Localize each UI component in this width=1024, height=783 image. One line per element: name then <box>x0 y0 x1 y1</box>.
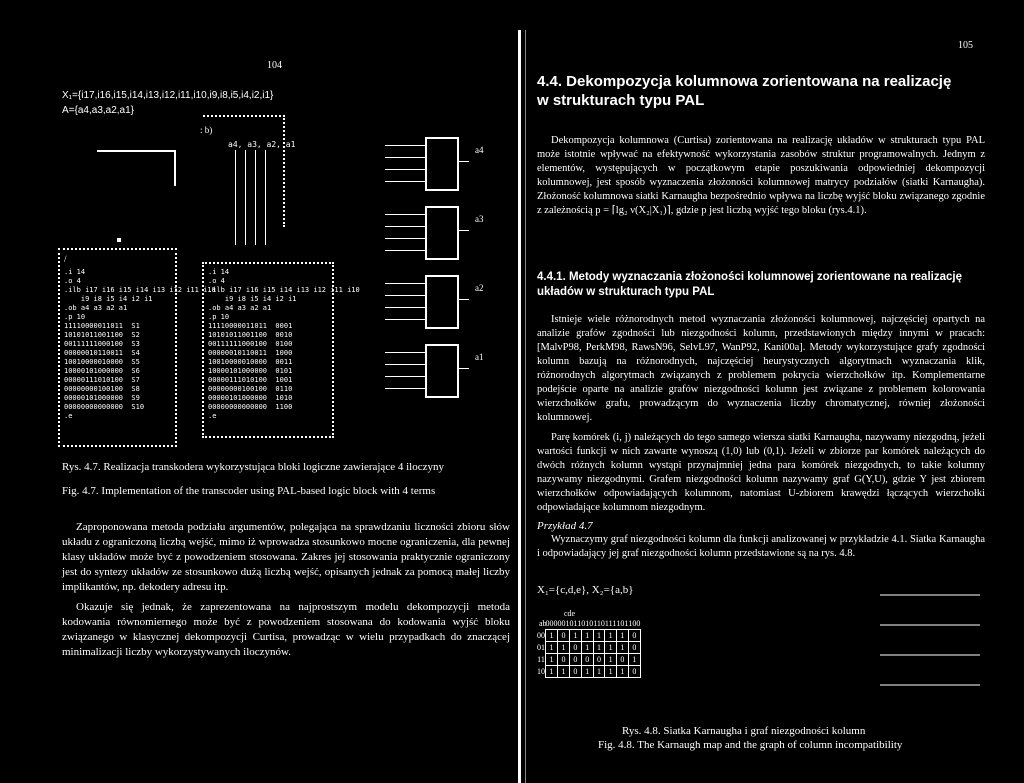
pla-line: i9 i8 i5 i4 i2 i1 <box>64 295 153 303</box>
line-b <box>245 150 246 245</box>
pla-line: 10010000010000 S5 <box>64 358 140 366</box>
page-number-left: 104 <box>267 60 282 71</box>
kmap-row-header: 11 <box>537 655 545 664</box>
kmap-col-header: 101 <box>616 619 629 628</box>
pla-line: 10000101000000 0101 <box>208 367 293 375</box>
pla-line: 00000000000000 1100 <box>208 403 293 411</box>
pla-line: 00000000000000 S10 <box>64 403 145 411</box>
input-line-vertical <box>174 150 176 186</box>
pla-line: 00000000100100 S8 <box>64 385 140 393</box>
page-number-right: 105 <box>958 40 973 51</box>
pla-line: .e <box>64 412 73 420</box>
lead <box>385 181 425 182</box>
lead <box>385 157 425 158</box>
pla-line: 00000111010100 S7 <box>64 376 140 384</box>
pla-line: 00000000100100 0110 <box>208 385 293 393</box>
block-label-a4: a4 <box>475 145 484 155</box>
kmap-cell: 1 <box>616 630 628 642</box>
kmap-cell: 0 <box>570 666 582 678</box>
lead <box>385 169 425 170</box>
kmap-col-header: 000 <box>545 619 558 628</box>
pla-line: 00000101000000 1010 <box>208 394 293 402</box>
kmap-cell: 1 <box>581 630 593 642</box>
pla-line: .ob a4 a3 a2 a1 <box>208 304 272 312</box>
intro-paragraph: Dekompozycja kolumnowa (Curtisa) zorientowana na realizację układów w strukturach typu PAL może istotnie wpływać na efektywność wykorzystania zasobów struktur programowalnych. Jednym z elementów, występujących w początkowym etapie poszukiwania odpowiedniej dekompozycji kolumnowej, jest sposób wyznaczenia złożoności kolumnowej matrycy podziałów (siatki Karnaugha). Złożoność kolumnowa siatki Karnaugha bezpośrednio wpływa na liczbę wyjść bloku związanego zgodnie z zależnością p = ⌈lg₂ ν(X₂|X₁)⌉, gdzie p jest liczbą wyjść tego bloku (rys.4.1). <box>537 135 985 216</box>
pla-line: 00000010110011 S4 <box>64 349 140 357</box>
dot-marker <box>117 238 121 242</box>
kmap-col-header: 001 <box>557 619 570 628</box>
pla-line: 10101011001100 S2 <box>64 331 140 339</box>
kmap-cell: 0 <box>628 666 640 678</box>
kmap-cell: 0 <box>558 630 570 642</box>
block-label-a3: a3 <box>475 214 484 224</box>
kmap-col-header: 011 <box>569 619 582 628</box>
kmap-row-header: 01 <box>537 643 545 652</box>
pla-line: .o 4 <box>64 277 81 285</box>
kmap-cell: 0 <box>570 654 582 666</box>
pla-left-text <box>64 268 216 421</box>
kmap-col-var: cde <box>564 609 576 618</box>
label-b: : b) <box>200 125 213 135</box>
pal-block-a4 <box>425 137 459 191</box>
kmap-col-header: 110 <box>593 619 605 628</box>
lead <box>385 250 425 251</box>
kmap-cell: 1 <box>546 630 558 642</box>
pla-line: .i 14 <box>64 268 86 276</box>
output-frame-top <box>203 115 285 227</box>
kmap-cell: 1 <box>593 630 605 642</box>
pla-line: .ilb i17 i16 i15 i14 i13 i12 i11 i10 <box>208 286 360 294</box>
figure-caption-en-right: Fig. 4.8. The Karnaugh map and the graph of column incompatibility <box>598 739 903 751</box>
example-title: Przykład 4.7 <box>537 520 593 532</box>
section-heading: 4.4. Dekompozycja kolumnowa zorientowana na realizację w strukturach typu PAL <box>537 73 952 109</box>
kmap-cell: 1 <box>605 666 616 678</box>
kmap-row-var: ab <box>539 619 547 628</box>
lead <box>385 319 425 320</box>
pla-line: .ob a4 a3 a2 a1 <box>64 304 128 312</box>
pla-line: 10101011001100 0010 <box>208 331 293 339</box>
pla-line: 00000101000000 S9 <box>64 394 140 402</box>
kmap-cell: 1 <box>581 642 593 654</box>
pal-block-group <box>340 130 490 390</box>
lead <box>385 145 425 146</box>
kmap-cell: 0 <box>628 630 640 642</box>
pla-line: .p 10 <box>208 313 230 321</box>
pla-line: 11110000011011 S1 <box>64 322 140 330</box>
kmap-cell: 1 <box>558 666 570 678</box>
kmap-cell: 1 <box>546 654 558 666</box>
kmap-cell: 1 <box>616 642 628 654</box>
lead <box>385 238 425 239</box>
kmap-cell: 1 <box>546 666 558 678</box>
kmap-cell: 0 <box>581 654 593 666</box>
lead <box>385 364 425 365</box>
kmap-col-header: 111 <box>604 619 617 628</box>
kmap-cell: 1 <box>558 642 570 654</box>
pla-line: .ilb i17 i16 i15 i14 i13 i12 i11 i10 <box>64 286 216 294</box>
figure-caption-en-left: Fig. 4.7. Implementation of the transcoder using PAL-based logic block with 4 terms <box>62 485 436 497</box>
out-lead <box>457 230 469 231</box>
pla-line: i9 i8 i5 i4 i2 i1 <box>208 295 297 303</box>
lead <box>385 307 425 308</box>
pla-line: .i 14 <box>208 268 230 276</box>
kmap-table <box>537 618 641 678</box>
pla-line: .p 10 <box>64 313 86 321</box>
kmap-cell: 0 <box>628 642 640 654</box>
kmap-cell: 1 <box>593 666 605 678</box>
pla-line: .e <box>208 412 217 420</box>
line-a <box>235 150 236 245</box>
sets-definition: X₁={c,d,e}, X₂={a,b} <box>537 584 634 596</box>
x-set-label: X₁={i17,i16,i15,i14,i13,i12,i11,i10,i9,i8,i5,i4,i2,i1} <box>62 90 274 101</box>
kmap-cell: 1 <box>581 666 593 678</box>
lead <box>385 214 425 215</box>
kmap-col-header: 010 <box>581 619 594 628</box>
kmap-col-header: 100 <box>628 619 641 628</box>
figure-caption-pl-left: Rys. 4.7. Realizacja transkodera wykorzystująca bloki logiczne zawierające 4 iloczyny <box>62 461 444 473</box>
kmap-cell: 0 <box>593 654 605 666</box>
kmap-cell: 1 <box>605 654 616 666</box>
line-d <box>265 150 266 245</box>
pla-line: 10010000010000 0011 <box>208 358 293 366</box>
pal-block-a3 <box>425 206 459 260</box>
a-set-label: A={a4,a3,a2,a1} <box>62 105 135 116</box>
example-text: Wyznaczymy graf niezgodności kolumn dla funkcji analizowanej w przykładzie 4.1. Siatka Karnaugha i odpowiadający jej graf niezgodności kolumn przedstawione są na rys. 4.8. <box>537 534 985 559</box>
pla-line: 00111111000100 0100 <box>208 340 293 348</box>
figure-caption-pl-right: Rys. 4.8. Siatka Karnaugha i graf niezgodności kolumn <box>622 725 866 737</box>
block-label-a1: a1 <box>475 352 484 362</box>
lead <box>385 226 425 227</box>
lead <box>385 388 425 389</box>
kmap-row-header: 00 <box>537 631 545 640</box>
out-lead <box>457 299 469 300</box>
pla-line: .o 4 <box>208 277 225 285</box>
pla-line: 00000010110011 1000 <box>208 349 293 357</box>
pla-right-text <box>208 268 360 421</box>
kmap-cell: 1 <box>605 630 616 642</box>
kmap-cell: 1 <box>570 630 582 642</box>
kmap-corner <box>537 618 546 630</box>
pla-line: 10000101000000 S6 <box>64 367 140 375</box>
subsection-heading: 4.4.1. Metody wyznaczania złożoności kolumnowej zorientowane na realizację układów w strukturach typu PAL <box>537 271 962 298</box>
line-c <box>255 150 256 245</box>
paragraph-methods: Istnieje wiele różnorodnych metod wyznaczania złożoności kolumnowej, najczęściej opartych na analizie grafów zgodności lub niezgodności kolumn, przedstawionych między innymi w pracach: [MalvP98, PerkM98, RawsN96, SelvL97, WanP92, Kani00a]. Metody wykorzystujące grafy zgodności kolumn bazują na różnorodnych, najczęściej heurystycznych algorytmach wyznaczania klik, różnorodnych algorytmach związanych z problemem pokrycia wierzchołków itp. Komplementarne podejście oparte na analizie grafów niezgodności kolumn jest związane z problemem kolorowania wierzchołków grafu, prowadzącym do wyznaczenia liczby chromatycznej, równiej złożoności kolumnowej. <box>537 314 985 423</box>
incompatibility-graph <box>860 585 1010 705</box>
block-label-a2: a2 <box>475 283 484 293</box>
lead <box>385 283 425 284</box>
gutter-line <box>518 30 521 783</box>
pla-line: 00111111000100 S3 <box>64 340 140 348</box>
kmap-cell: 0 <box>616 654 628 666</box>
kmap-cell: 1 <box>605 642 616 654</box>
pal-block-a1 <box>425 344 459 398</box>
paragraph-left-1: Zaproponowana metoda podziału argumentów, polegająca na sprawdzaniu liczności zbioru słów układu z ograniczoną liczbą wejść, mimo iż wprowadza stosunkowo mocne ograniczenia, dla pewnej klasy układów może być z powodzeniem stosowana. Zakres jej stosowania praktycznie ograniczony jest do syntezy układów ze stosunkowo dużą liczbą wejść, opisanych jednak za pomocą małej liczby implikantów, np. dekodery adresu itp. <box>62 521 510 593</box>
kmap-cell: 1 <box>628 654 640 666</box>
pla-line: 00000111010100 1001 <box>208 376 293 384</box>
kmap-cell: 0 <box>558 654 570 666</box>
gutter-line-2 <box>525 30 526 783</box>
lead <box>385 352 425 353</box>
outputs-label: a4, a3, a2, a1 <box>228 140 296 149</box>
out-lead <box>457 161 469 162</box>
pal-block-a2 <box>425 275 459 329</box>
input-line-top <box>97 150 175 152</box>
kmap-cell: 1 <box>593 642 605 654</box>
pla-line: 11110000011011 0001 <box>208 322 293 330</box>
out-lead <box>457 368 469 369</box>
pla-left-mark: / <box>64 254 67 264</box>
lead <box>385 295 425 296</box>
kmap-cell: 0 <box>570 642 582 654</box>
paragraph-definition: Parę komórek (i, j) należących do tego samego wiersza siatki Karnaugha, nazywamy niezgodną, jeżeli wartości funkcji w nich zawarte wynoszą (1,0) lub (0,1). Jeżeli w zbiorze par komórek należących do dwóch różnych kolumn wystąpi przynajmniej jedna para komórek niezgodnych, to takie kolumny nazywamy niezgodnymi. Grafem niezgodności kolumn nazywamy graf G(Y,U), gdzie Y jest zbiorem wierzchołków odpowiadających kolumnom, natomiast U-zbiorem krawędzi łączących wierzchołki odpowiadające kolumnom niezgodnym. <box>537 432 985 513</box>
kmap-row-header: 10 <box>537 667 545 676</box>
lead <box>385 376 425 377</box>
paragraph-left-2: Okazuje się jednak, że zaprezentowana na najprostszym modelu dekompozycji metoda kodowania równomiernego może być z powodzeniem stosowana do kodowania wyjść bloku związanego w klasycznej dekompozycji Curtisa, prowadząc w wielu przypadkach do znaczącej minimalizacji liczby wykorzystywanych iloczynów. <box>62 601 510 658</box>
kmap-cell: 1 <box>546 642 558 654</box>
kmap-cell: 1 <box>616 666 628 678</box>
